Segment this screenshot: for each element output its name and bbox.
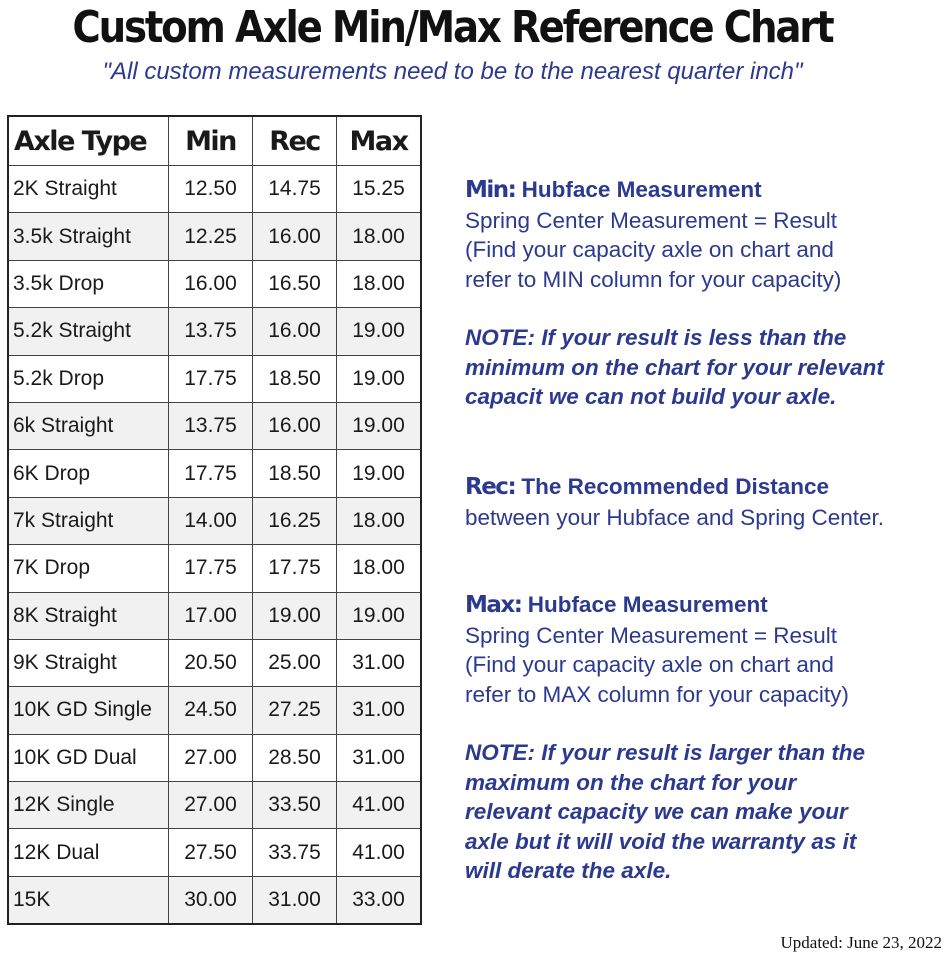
table-row [8,213,421,260]
table-row [8,734,421,781]
updated-date: Updated: June 23, 2022 [780,933,942,952]
min-note-line: minimum on the chart for your relevant [465,354,884,380]
table-row [8,497,421,544]
column-header-rec: Rec [253,116,337,166]
min-cell: 13.75 [169,308,253,355]
table-row [8,829,421,876]
min-info-block [465,175,884,412]
max-info-line: Spring Center Measurement = Result [465,622,838,648]
column-header-axle-type: Axle Type [8,116,169,166]
column-header-min: Min [169,116,253,166]
min-cell: 20.50 [169,639,253,686]
rec-info-heading [465,472,884,503]
rec-head: The Recommended Distance [515,474,829,499]
max-cell: 33.00 [337,876,422,924]
min-cell: 27.00 [169,734,253,781]
rec-cell: 16.00 [253,402,337,449]
rec-cell: 16.50 [253,260,337,307]
axle-type-cell: 9K Straight [8,639,169,686]
page-title: Custom Axle Min/Max Reference Chart [72,2,833,53]
max-cell: 41.00 [337,829,422,876]
rec-cell: 19.00 [253,592,337,639]
max-note-line: relevant capacity we can make your [465,799,848,824]
min-cell: 30.00 [169,876,253,924]
max-info-line: (Find your capacity axle on chart and [465,652,834,677]
rec-cell: 16.00 [253,213,337,260]
axle-type-cell: 8K Straight [8,592,169,639]
axle-type-cell: 7K Drop [8,545,169,592]
column-header-max: Max [337,116,422,166]
axle-type-cell: 2K Straight [8,166,169,213]
rec-cell: 31.00 [253,876,337,924]
max-note-line: maximum on the chart for your [465,769,797,795]
rec-cell: 18.50 [253,450,337,497]
rec-cell: 17.75 [253,545,337,592]
max-cell: 18.00 [337,545,422,592]
min-head: Hubface Measurement [515,177,762,202]
max-note-line: NOTE: If your result is larger than the [465,740,866,765]
min-cell: 14.00 [169,497,253,544]
min-info-line: (Find your capacity axle on chart and [465,237,834,262]
rec-cell: 28.50 [253,734,337,781]
max-cell: 15.25 [337,166,422,213]
max-cell: 18.00 [337,260,422,307]
table-row [8,166,421,213]
rec-cell: 18.50 [253,355,337,402]
rec-cell: 27.25 [253,687,337,734]
axle-type-cell: 3.5k Drop [8,260,169,307]
min-cell: 17.75 [169,450,253,497]
rec-cell: 14.75 [253,166,337,213]
axle-type-cell: 10K GD Single [8,687,169,734]
max-cell: 31.00 [337,734,422,781]
min-cell: 17.75 [169,355,253,402]
table-row [8,782,421,829]
axle-type-cell: 12K Single [8,782,169,829]
table-row [8,308,421,355]
axle-type-cell: 12K Dual [8,829,169,876]
max-cell: 19.00 [337,450,422,497]
axle-reference-table [7,115,422,925]
min-cell: 12.50 [169,166,253,213]
max-cell: 31.00 [337,687,422,734]
rec-info-block [465,472,884,532]
min-note-line: capacit we can not build your axle. [465,384,837,409]
table-row [8,592,421,639]
rec-cell: 33.75 [253,829,337,876]
min-cell: 13.75 [169,402,253,449]
axle-type-cell: 6k Straight [8,402,169,449]
max-note-line: will derate the axle. [465,858,672,883]
table-row [8,450,421,497]
min-info-heading [465,175,884,206]
axle-type-cell: 6K Drop [8,450,169,497]
min-cell: 24.50 [169,687,253,734]
axle-type-cell: 5.2k Straight [8,308,169,355]
rec-cell: 25.00 [253,639,337,686]
axle-type-cell: 3.5k Straight [8,213,169,260]
table-row [8,639,421,686]
min-cell: 17.00 [169,592,253,639]
max-cell: 41.00 [337,782,422,829]
max-cell: 18.00 [337,497,422,544]
min-cell: 17.75 [169,545,253,592]
min-info-line: Spring Center Measurement = Result [465,207,838,233]
min-cell: 12.25 [169,213,253,260]
max-info-block [465,590,865,886]
axle-type-cell: 5.2k Drop [8,355,169,402]
table-row [8,876,421,924]
max-info-line: refer to MAX column for your capacity) [465,681,849,707]
min-info-line: refer to MIN column for your capacity) [465,266,842,292]
min-cell: 27.50 [169,829,253,876]
subtitle: "All custom measurements need to be to the nearest quarter inch" [102,58,803,85]
table-row [8,687,421,734]
min-cell: 16.00 [169,260,253,307]
table-row [8,355,421,402]
min-cell: 27.00 [169,782,253,829]
min-key: Min: [465,177,516,203]
max-info-heading [465,590,865,621]
rec-cell: 16.25 [253,497,337,544]
rec-cell: 33.50 [253,782,337,829]
rec-info-line: between your Hubface and Spring Center. [465,504,885,530]
table-row [8,260,421,307]
axle-type-cell: 10K GD Dual [8,734,169,781]
rec-key: Rec: [465,474,516,500]
axle-type-cell: 7k Straight [8,497,169,544]
table-header-row [8,116,421,166]
axle-type-cell: 15K [8,876,169,924]
max-cell: 19.00 [337,592,422,639]
max-note-line: axle but it will void the warranty as it [465,828,857,854]
rec-cell: 16.00 [253,308,337,355]
max-cell: 18.00 [337,213,422,260]
table-row [8,545,421,592]
max-head: Hubface Measurement [521,592,768,617]
max-cell: 19.00 [337,308,422,355]
max-cell: 19.00 [337,355,422,402]
table-body [8,166,421,925]
table-row [8,402,421,449]
max-cell: 31.00 [337,639,422,686]
max-key: Max: [465,592,522,618]
min-note-line: NOTE: If your result is less than the [465,325,847,350]
max-cell: 19.00 [337,402,422,449]
